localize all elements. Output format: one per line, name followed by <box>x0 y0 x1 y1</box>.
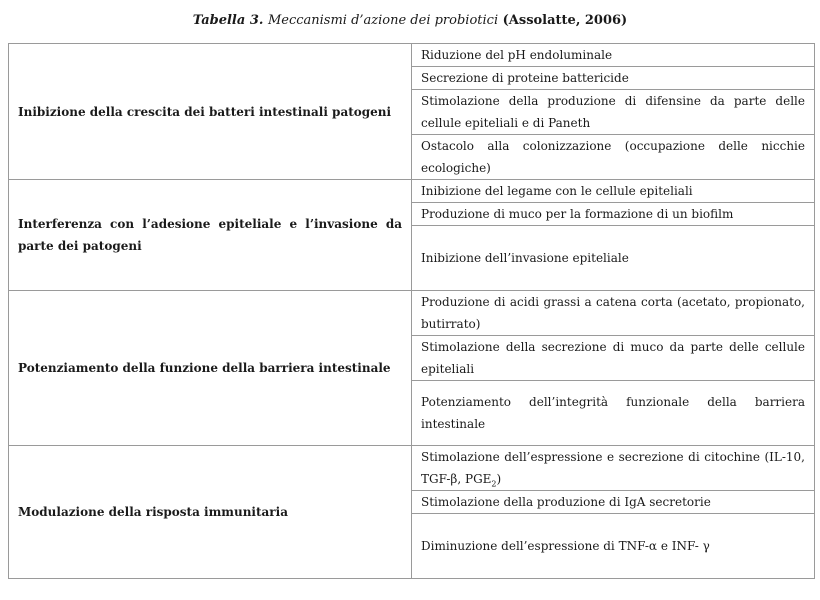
mechanisms-table <box>8 43 815 579</box>
effect-cell: Stimolazione della secrezione di muco da parte delle cellule epiteliali <box>412 336 815 381</box>
effect-cell: Riduzione del pH endoluminale <box>412 44 815 67</box>
category-cell: Inibizione della crescita dei batteri intestinali patogeni <box>9 44 412 180</box>
effect-cell: Inibizione del legame con le cellule epiteliali <box>412 180 815 203</box>
effect-text: Stimolazione dell’espressione e secrezione di citochine (IL-10, TGF-β, PGE <box>421 450 805 486</box>
caption-label: Tabella 3 <box>192 13 259 28</box>
effect-cell: Ostacolo alla colonizzazione (occupazione delle nicchie ecologiche) <box>412 135 815 180</box>
category-cell: Interferenza con l’adesione epiteliale e l’invasione da parte dei patogeni <box>9 180 412 291</box>
effect-cell-cytokines <box>412 446 815 491</box>
effect-cell: Stimolazione della produzione di IgA secretorie <box>412 491 815 514</box>
table-row <box>9 44 815 67</box>
category-cell: Modulazione della risposta immunitaria <box>9 446 412 579</box>
caption-separator: . <box>258 13 268 28</box>
pge-subscript: 2 <box>491 479 497 489</box>
caption-title: Meccanismi d’azione dei probiotici <box>267 13 499 28</box>
table-caption <box>0 11 820 31</box>
category-cell: Potenziamento della funzione della barriera intestinale <box>9 291 412 446</box>
effect-cell: Produzione di acidi grassi a catena corta (acetato, propionato, butirrato) <box>412 291 815 336</box>
table-row <box>9 180 815 203</box>
effect-cell: Potenziamento dell’integrità funzionale della barriera intestinale <box>412 381 815 446</box>
pge-close-paren: ) <box>496 472 502 486</box>
effect-cell: Secrezione di proteine battericide <box>412 67 815 90</box>
effect-cell: Produzione di muco per la formazione di un biofilm <box>412 203 815 226</box>
effect-cell: Inibizione dell’invasione epiteliale <box>412 226 815 291</box>
table-row <box>9 446 815 491</box>
table-row <box>9 291 815 336</box>
effect-cell: Diminuzione dell’espressione di TNF-α e INF- γ <box>412 514 815 579</box>
effect-cell: Stimolazione della produzione di difensine da parte delle cellule epiteliali e di Paneth <box>412 90 815 135</box>
caption-reference: (Assolatte, 2006) <box>498 13 628 28</box>
